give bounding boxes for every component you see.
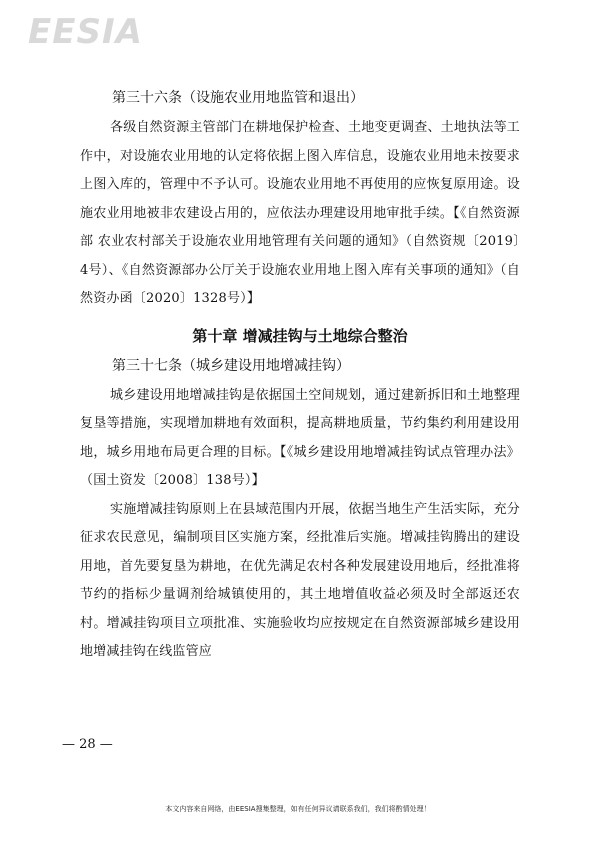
article-36-heading: 第三十六条（设施农业用地监管和退出） [112, 90, 364, 106]
document-body [80, 88, 520, 667]
page-number: — 28 — [62, 737, 113, 752]
article-37-paragraph-2: 实施增减挂钩原则上在县域范围内开展，依据当地生产生活实际，充分征求农民意见，编制项目区实施方案，经批准后实施。增减挂钩腾出的建设用地，首先要复垦为耕地，在优先满足农村各种发展建设用地后，经批准将节约的指标少量调剂给城镇使用的，其土地增值收益必须及时全部返还农村。增减挂钩项目立项批准、实施验收均应按规定在自然资源部城乡建设用地增减挂钩在线监管应 [80, 501, 520, 659]
article-37-paragraph-1: 城乡建设用地增减挂钩是依据国土空间规划，通过建新拆旧和土地整理复垦等措施，实现增加耕地有效面积，提高耕地质量，节约集约利用建设用地，城乡用地布局更合理的目标。【《城乡建设用地增减挂钩试点管理办法》（国土资发〔2008〕138号）】 [80, 387, 520, 488]
eesia-watermark-logo: EESIA [28, 12, 143, 52]
chapter-10-title: 第十章 增减挂钩与土地综合整治 [192, 326, 408, 345]
article-37-heading: 第三十七条（城乡建设用地增减挂钩） [112, 357, 350, 374]
article-36-body: 各级自然资源主管部门在耕地保护检查、土地变更调查、土地执法等工作中，对设施农业用地的认定将依据上图入库信息，设施农业用地未按要求上图入库的，管理中不予认可。设施农业用地不再使用的应恢复原用途。设施农业用地被非农建设占用的，应依法办理建设用地审批手续。【《自然资源部 农业农村部关于设施农业用地管理有关问题的通知》（自然资规〔2019〕4号）、《自然资源部办公厅关于设施农业用地上图入库有关事项的通知》（自然资办函〔2020〕1328号）】 [80, 120, 520, 306]
footer-disclaimer: 本文内容来自网络，由EESIA搜集整理，如有任何异议请联系我们，我们将酌情处理！ [165, 805, 431, 813]
